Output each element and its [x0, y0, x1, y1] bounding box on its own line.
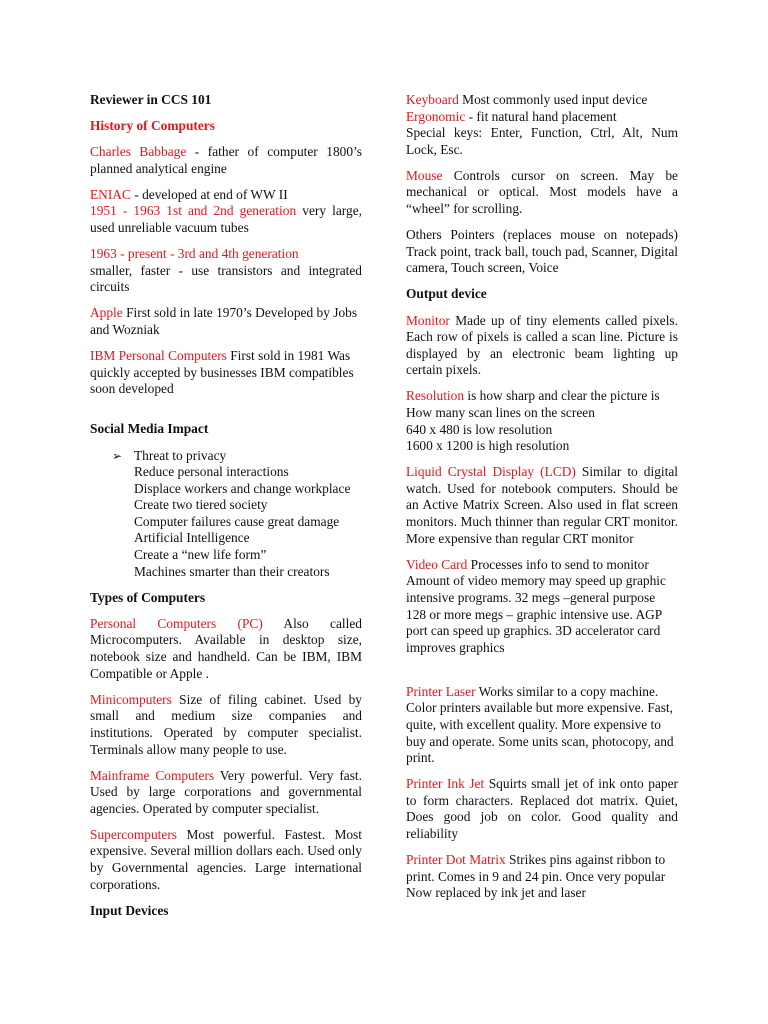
output-heading: Output device	[406, 286, 487, 302]
mainframe-entry	[90, 768, 362, 818]
lcd-entry	[406, 464, 678, 547]
babbage-term: Charles Babbage	[90, 144, 187, 160]
super-term: Supercomputers	[90, 826, 178, 842]
mainframe-text: Very powerful. Very fast. Used by large corporations and governmental agencies. Operated by computer specialist.	[90, 767, 363, 816]
ibm-text: First sold in 1981 Was quickly accepted by businesses IBM compatibles soon developed	[90, 348, 354, 397]
history-heading: History of Computers	[90, 118, 215, 134]
super-text: Most powerful. Fastest. Most expensive. Several million dollars each. Used only by Governmental agencies. Large international corporations.	[90, 826, 362, 892]
keyboard-text: Most commonly used input device	[458, 92, 648, 107]
keyboard-entry	[406, 92, 678, 109]
lcd-text: Similar to digital watch. Used for notebook computers. Should be an Active Matrix Screen. Also used in flat screen monitors. Much thinner than regular CRT monitor. More expensive than regular CRT monitor	[406, 464, 678, 546]
printer-laser-term: Printer Laser	[406, 683, 476, 699]
list-item: Displace workers and change workplace	[134, 480, 351, 496]
resolution-text: is how sharp and clear the picture is	[464, 388, 660, 404]
input-heading: Input Devices	[90, 902, 169, 918]
left-column	[90, 92, 362, 929]
mini-entry	[90, 692, 362, 758]
resolution-term: Resolution	[406, 388, 465, 404]
eniac-entry	[90, 187, 362, 204]
list-item: Create a “new life form”	[134, 547, 267, 563]
special-keys: Special keys: Enter, Function, Ctrl, Alt, Num Lock, Esc.	[406, 125, 678, 157]
ergonomic-term: Ergonomic	[406, 108, 466, 124]
types-heading: Types of Computers	[90, 589, 206, 605]
printer-dotmatrix-text: Strikes pins against ribbon to print. Comes in 9 and 24 pin. Once very popular Now replaced by ink jet and laser	[406, 852, 666, 901]
eniac-text: - developed at end of WW II	[130, 186, 288, 202]
apple-text: First sold in late 1970’s Developed by Jobs and Wozniak	[90, 305, 358, 338]
printer-inkjet-text: Squirts small jet of ink onto paper to form characters. Replaced dot matrix. Quiet, Does good job on color. Good quality and reliability	[406, 776, 678, 842]
list-item: Create two tiered society	[134, 497, 268, 513]
apple-entry	[90, 305, 362, 338]
gen12-text: very large, used unreliable vacuum tubes	[90, 203, 363, 236]
ergonomic-text: - fit natural hand placement	[465, 108, 617, 124]
mouse-text: Controls cursor on screen. May be mechanical or optical. Most models have a “wheel” for scrolling.	[406, 167, 678, 217]
monitor-entry	[406, 313, 678, 379]
arrow-bullet-icon: ➢	[112, 448, 123, 463]
printer-inkjet-entry	[406, 776, 678, 842]
pointers-entry: Others Pointers (replaces mouse on notepads) Track point, track ball, touch pad, Scanner, Digital camera, Touch screen, Voice	[406, 227, 678, 276]
list-item: Machines smarter than their creators	[134, 563, 330, 579]
right-column	[406, 92, 678, 911]
super-entry	[90, 827, 362, 893]
document-title: Reviewer in CCS 101	[90, 92, 212, 107]
resolution-entry: Resolution is how sharp and clear the picture is How many scan lines on the screen 640 x 480 is low resolution 1600 x 1200 is high resolution	[406, 388, 660, 454]
video-card-text: Processes info to send to monitor Amount of video memory may speed up graphic intensive programs. 32 megs –general purpose 128 or more megs – graphic intensive use. AGP port can speed up graphics. 3D accelerator card improves graphics	[406, 556, 666, 655]
printer-dotmatrix-entry	[406, 852, 678, 902]
printer-dotmatrix-term: Printer Dot Matrix	[406, 852, 506, 868]
mouse-entry	[406, 168, 678, 218]
mini-term: Minicomputers	[90, 691, 172, 707]
monitor-text: Made up of tiny elements called pixels. Each row of pixels is called a scan line. Picture is displayed by an electronic beam lighting up certain pixels.	[406, 312, 678, 378]
gen12-term: 1951 - 1963 1st and 2nd generation	[90, 203, 297, 219]
keyboard-term: Keyboard	[406, 92, 459, 107]
lcd-term: Liquid Crystal Display (LCD)	[406, 464, 576, 480]
video-card-entry	[406, 557, 678, 657]
ergonomic-entry	[406, 109, 678, 126]
eniac-term: ENIAC	[90, 186, 131, 202]
list-item: Computer failures cause great damage	[134, 513, 340, 529]
social-heading: Social Media Impact	[90, 421, 209, 437]
social-list	[90, 448, 362, 581]
apple-term: Apple	[90, 305, 123, 321]
mouse-term: Mouse	[406, 167, 443, 183]
list-item: Reduce personal interactions	[134, 464, 289, 480]
printer-laser-text: Works similar to a copy machine. Color printers available but more expensive. Fast, quite, with excellent quality. More expensive to buy and operate. Some units scan, photocopy, and print.	[406, 683, 674, 766]
mini-text: Size of filing cabinet. Used by small and medium size companies and institutions. Operated by computer specialist. Terminals allow many people to use.	[90, 691, 362, 757]
ibm-term: IBM Personal Computers	[90, 348, 227, 364]
babbage-text: - father of computer 1800’s planned analytical engine	[90, 144, 362, 176]
mainframe-term: Mainframe Computers	[90, 767, 215, 783]
gen34-entry	[90, 246, 362, 296]
pc-text: Also called Microcomputers. Available in desktop size, notebook size and handheld. Can be IBM, IBM Compatible or Apple .	[90, 615, 362, 681]
gen12-entry	[90, 203, 362, 236]
babbage-entry	[90, 144, 362, 177]
gen34-text: smaller, faster - use transistors and integrated circuits	[90, 262, 362, 295]
pc-entry	[90, 616, 362, 682]
printer-inkjet-term: Printer Ink Jet	[406, 776, 485, 792]
printer-laser-entry	[406, 684, 678, 767]
video-card-term: Video Card	[406, 556, 468, 572]
list-item: ➢ Threat to privacy	[112, 447, 227, 463]
ibm-entry	[90, 348, 362, 398]
gen34-term: 1963 - present - 3rd and 4th generation	[90, 246, 299, 262]
list-item: Artificial Intelligence	[134, 530, 250, 546]
monitor-term: Monitor	[406, 312, 450, 328]
pc-term: Personal Computers (PC)	[90, 615, 263, 631]
